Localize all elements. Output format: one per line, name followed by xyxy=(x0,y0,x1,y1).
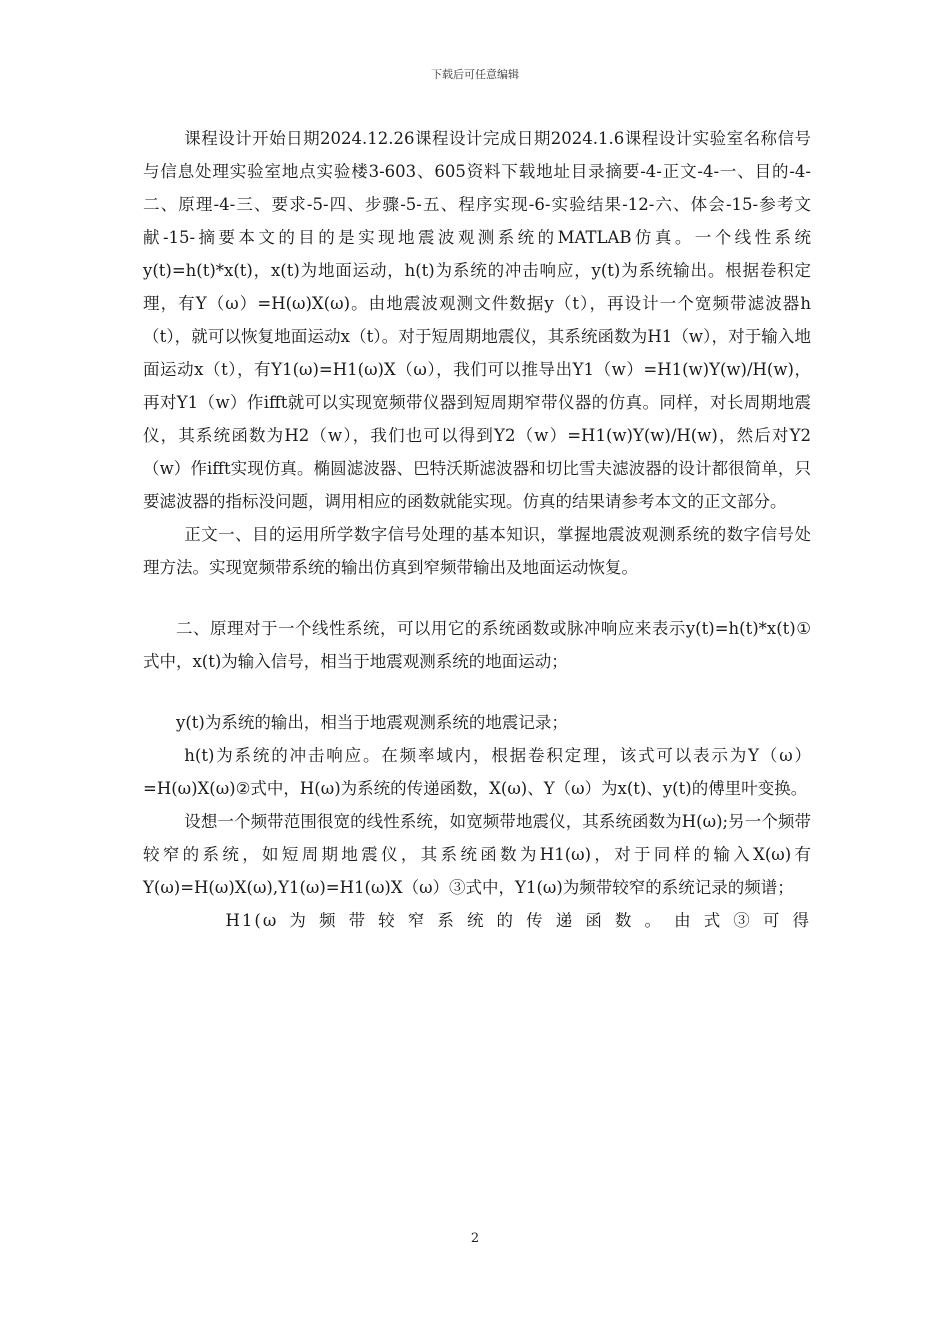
page-number: 2 xyxy=(470,1231,480,1246)
page-header: 下载后可任意编辑 xyxy=(431,68,519,81)
wideband-system-paragraph: 设想一个频带范围很宽的线性系统，如宽频带地震仪，其系统函数为H(ω);另一个频带较窄的系统，如短周期地震仪，其系统函数为H1(ω)，对于同样的输入X(ω)有Y(ω)=H(ω)X(ω),Y1(ω)=H1(ω)X（ω）③式中，Y1(ω)为频带较窄的系统记录的频谱； xyxy=(143,812,811,897)
output-definition-paragraph: y(t)为系统的输出，相当于地震观测系统的地震记录； xyxy=(176,713,568,732)
purpose-paragraph: 正文一、目的运用所学数字信号处理的基本知识，掌握地震波观测系统的数字信号处理方法。实现宽频带系统的输出仿真到窄频带输出及地面运动恢复。 xyxy=(143,525,811,577)
abstract-paragraph: 课程设计开始日期2024.12.26课程设计完成日期2024.1.6课程设计实验室名称信号与信息处理实验室地点实验楼3-603、605资料下载地址目录摘要-4-正文-4-一、目的-4-二、原理-4-三、要求-5-四、步骤-5-五、程序实现-6-实验结果-12-六、体会-15-参考文献-15-摘要本文的目的是实现地震波观测系统的MATLAB仿真。一个线性系统y(t)=h(t)*x(t)，x(t)为地面运动，h(t)为系统的冲击响应，y(t)为系统输出。根据卷积定理，有Y（ω）=H(ω)X(ω)。由地震波观测文件数据y（t），再设计一个宽频带滤波器h（t），就可以恢复地面运动x（t）。对于短周期地震仪，其系统函数为H1（w），对于输入地面运动x（t），有Y1(ω)=H1(ω)X（ω），我们可以推导出Y1（w）=H1(w)Y(w)/H(w)，再对Y1（w）作ifft就可以实现宽频带仪器到短周期窄带仪器的仿真。同样，对长周期地震仪，其系统函数为H2（w），我们也可以得到Y2（w）=H1(w)Y(w)/H(w)，然后对Y2（w）作ifft实现仿真。椭圆滤波器、巴特沃斯滤波器和切比雪夫滤波器的设计都很简单，只要滤波器的指标没问题，调用相应的函数就能实现。仿真的结果请参考本文的正文部分。 xyxy=(143,129,811,511)
principle-paragraph: 二、原理对于一个线性系统，可以用它的系统函数或脉冲响应来表示y(t)=h(t)*x(t)①式中，x(t)为输入信号，相当于地震观测系统的地面运动； xyxy=(143,619,811,671)
document-body xyxy=(143,122,811,937)
narrowband-transfer-paragraph: H1(ω为频带较窄系统的传递函数。由式③可得 xyxy=(225,911,811,930)
impulse-response-paragraph: h(t)为系统的冲击响应。在频率域内，根据卷积定理，该式可以表示为Y（ω）=H(ω)X(ω)②式中，H(ω)为系统的传递函数，X(ω)、Y（ω）为x(t)、y(t)的傅里叶变换。 xyxy=(143,746,811,798)
